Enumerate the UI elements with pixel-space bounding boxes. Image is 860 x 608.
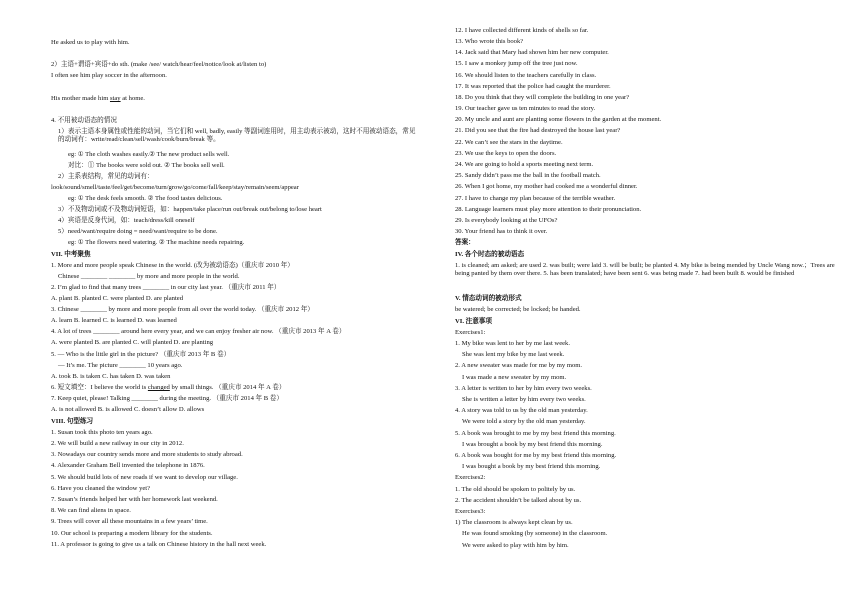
- answer-line: We were told a story by the old man yesterday.: [462, 418, 586, 425]
- answer-line: 6. A book was bought for me by my best friend this morning.: [455, 452, 617, 459]
- text-line: He asked us to play with him.: [51, 39, 130, 46]
- exercise-line: 15. I saw a monkey jump off the tree just now.: [455, 60, 578, 67]
- subsection-label: Exercises2:: [455, 474, 486, 481]
- underlined-word: stay: [109, 95, 121, 102]
- answer-line: He was found smoking (by someone) in the classroom.: [462, 530, 608, 537]
- underlined-word: changed: [147, 384, 170, 391]
- exercise-line: 13. Who wrote this book?: [455, 38, 524, 45]
- exercise-line: 1. Susan took this photo ten years ago.: [51, 429, 153, 436]
- answer-line: I was bought a book by my best friend this morning.: [462, 463, 601, 470]
- example-line: 对比：① The books were sold out. ② The books sell well.: [68, 162, 225, 169]
- exercise-line: 7. Susan’s friends helped her with her homework last weekend.: [51, 496, 218, 503]
- exercise-line: 5. We should build lots of new roads if we want to develop our village.: [51, 474, 238, 481]
- exercise-line: 2. We will build a new railway in our city in 2012.: [51, 440, 184, 447]
- text-line: 3）不及物动词或不及物动词短语，如：happen/take place/run out/break out/belong to/lose heart: [58, 206, 322, 213]
- exercise-line: 10. Our school is preparing a modern library for the students.: [51, 530, 213, 537]
- options-line: A. learn B. learned C. is learned D. was learned: [51, 317, 177, 324]
- exercise-line: 25. Sandy didn’t pass me the ball in the football match.: [455, 172, 601, 179]
- exercise-line: 6. Have you cleaned the window yet?: [51, 485, 151, 492]
- answer-line: We were asked to play with him by him.: [462, 542, 569, 549]
- section-heading: VII. 中考聚焦: [51, 251, 91, 258]
- exercise-line: 11. A professor is going to give us a talk on Chinese history in the hall next week.: [51, 541, 267, 548]
- answer-line: I was brought a book by my best friend this morning.: [462, 441, 603, 448]
- exercise-line: 22. We can’t see the stars in the daytime.: [455, 139, 563, 146]
- text-paragraph: 1）表示主语本身属性或性能的动词，当它们和 well, badly, easily 等副词连用时，用主动表示被动，这时不用被动语态，常见的动词有：write/read/clean/sell/wash/cook/burn/break 等。: [58, 128, 416, 143]
- question-line: [51, 384, 285, 392]
- subsection-label: Exercises1:: [455, 329, 486, 336]
- text-line: [51, 95, 145, 103]
- options-line: A. is not allowed B. is allowed C. doesn’t allow D. allows: [51, 406, 205, 413]
- example-line: eg: ① The cloth washes easily.② The new product sells well.: [68, 151, 230, 158]
- section-heading: VI. 注意事项: [455, 318, 492, 325]
- exercise-line: 24. We are going to hold a sports meeting next term.: [455, 161, 594, 168]
- example-line: eg: ① The desk feels smooth. ② The food tastes delicious.: [68, 195, 223, 202]
- answer-line: She is written a letter by him every two weeks.: [462, 396, 586, 403]
- answer-line: 1. The old should be spoken to politely by us.: [455, 486, 576, 493]
- section-heading: V. 情态动词的被动形式: [455, 295, 522, 302]
- text-line: 5）need/want/require doing = need/want/require to be done.: [58, 228, 218, 235]
- question-line: 3. Chinese ________ by more and more people from all over the world today. （重庆市 2012 年）: [51, 306, 314, 313]
- section-heading: IV. 各个时态的被动语态: [455, 251, 525, 258]
- exercise-line: 18. Do you think that they will complete the building in one year?: [455, 94, 630, 101]
- question-line: 1. More and more people speak Chinese in the world. (改为被动语态)（重庆市 2010 年）: [51, 262, 294, 269]
- text-run: by small things. （重庆市 2014 年 A 卷）: [169, 384, 286, 391]
- exercise-line: 3. Nowadays our country sends more and more students to study abroad.: [51, 451, 243, 458]
- exercise-line: 29. Is everybody looking at the UFOs?: [455, 217, 558, 224]
- question-line: 2. I’m glad to find that many trees ________ in our city last year. （重庆市 2011 年）: [51, 284, 281, 291]
- exercise-line: 9. Trees will cover all these mountains in a few years’ time.: [51, 518, 208, 525]
- exercise-line: 19. Our teacher gave us ten minutes to read the story.: [455, 105, 596, 112]
- example-line: eg: ① The flowers need watering. ② The machine needs repairing.: [68, 239, 245, 246]
- exercise-line: 23. We use the keys to open the doors.: [455, 150, 557, 157]
- section-heading: 4. 不用被动语态的情况: [51, 117, 117, 124]
- exercise-line: 27. I have to change my plan because of the terrible weather.: [455, 195, 616, 202]
- exercise-line: 17. It was reported that the police had caught the murderer.: [455, 83, 611, 90]
- text-line: 2）主语+谓语+宾语+do sth. (make /see/ watch/hear/feel/notice/look at/listen to): [51, 61, 267, 68]
- answers-heading: 答案：: [455, 239, 475, 246]
- question-line: 4. A lot of trees ________ around here every year, and we can enjoy fresher air now. （重庆市 2013 年 A 卷）: [51, 328, 346, 335]
- exercise-line: 4. Alexander Graham Bell invented the telephone in 1876.: [51, 462, 205, 469]
- section-heading: VIII. 句型练习: [51, 418, 94, 425]
- question-line: 5. — Who is the little girl in the picture? （重庆市 2013 年 B 卷）: [51, 351, 231, 358]
- answer-line: 3. A letter is written to her by him every two weeks.: [455, 385, 592, 392]
- answer-line: She was lent my bike by me last week.: [462, 351, 565, 358]
- exercise-line: 26. When I got home, my mother had cooked me a wonderful dinner.: [455, 183, 638, 190]
- answer-line: 2. A new sweater was made for me by my mom.: [455, 362, 583, 369]
- text-run: at home.: [120, 95, 145, 102]
- answer-line: I was made a new sweater by my mom.: [462, 374, 567, 381]
- options-line: A. plant B. planted C. were planted D. are planted: [51, 295, 184, 302]
- exercise-line: 20. My uncle and aunt are planting some flowers in the garden at the moment.: [455, 116, 662, 123]
- question-line: — It’s me. The picture ________ 10 years ago.: [58, 362, 183, 369]
- exercise-line: 16. We should listen to the teachers carefully in class.: [455, 72, 597, 79]
- text-line: I often see him play soccer in the afternoon.: [51, 72, 167, 79]
- text-line: look/sound/smell/taste/feel/get/become/turn/grow/go/come/fall/keep/stay/remain/seem/appear: [51, 184, 299, 191]
- question-line: 7. Keep quiet, please! Talking ________ during the meeting. （重庆市 2014 年 B 卷）: [51, 395, 283, 402]
- exercise-line: 28. Language learners must play more attention to their pronunciation.: [455, 206, 642, 213]
- exercise-line: 12. I have collected different kinds of shells so far.: [455, 27, 589, 34]
- exercise-line: 14. Jack said that Mary had shown him her new computer.: [455, 49, 609, 56]
- answer-line: 5. A book was brought to me by my best friend this morning.: [455, 430, 616, 437]
- answer-paragraph: 1. is cleaned; am asked; are used 2. was built; were laid 3. will be built; be planted 4. My bike is being mended by Uncle Wang now.；Trees are being panted by them over there. 5. has been translated; have been sent 6. was being made 7. had been built 8. would be finished: [455, 262, 835, 277]
- subsection-label: Exercises3:: [455, 508, 486, 515]
- answer-line: 1) The classroom is always kept clean by us.: [455, 519, 573, 526]
- text-line: 2）主系表结构，常见的动词有：: [58, 173, 154, 180]
- answer-line: 2. The accident shouldn’t be talked about by us.: [455, 497, 582, 504]
- text-line: 4）宾语是反身代词，如：teach/dress/kill oneself: [58, 217, 195, 224]
- text-run: His mother made him: [51, 95, 110, 102]
- answer-line: be watered; be corrected; be locked; be handed.: [455, 306, 581, 313]
- options-line: A. were planted B. are planted C. will planted D. are planting: [51, 339, 214, 346]
- options-line: A. took B. is taken C. has taken D. was taken: [51, 373, 171, 380]
- answer-line: 1. My bike was lent to her by me last week.: [455, 340, 570, 347]
- exercise-line: 21. Did you see that the fire had destroyed the house last year?: [455, 127, 621, 134]
- exercise-line: 8. We can find aliens in space.: [51, 507, 131, 514]
- text-run: 6. 短文填空：I believe the world is: [51, 384, 148, 391]
- answer-line: 4. A story was told to us by the old man yesterday.: [455, 407, 588, 414]
- exercise-line: 30. Your friend has to think it over.: [455, 228, 548, 235]
- question-line: Chinese ________ ________ by more and more people in the world.: [58, 273, 240, 280]
